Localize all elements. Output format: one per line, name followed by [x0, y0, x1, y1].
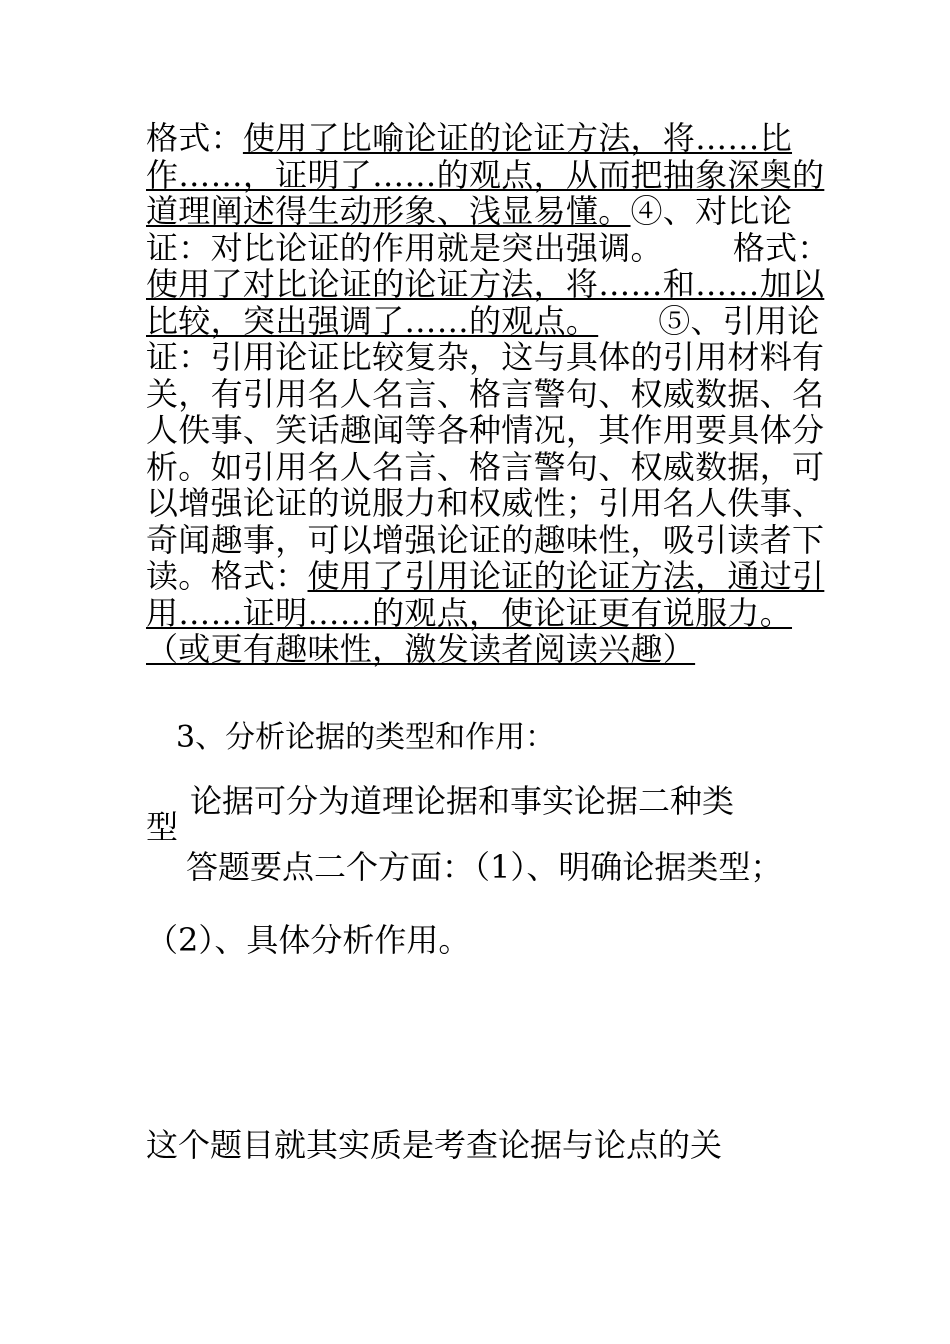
evidence-types-line: 论据可分为道理论据和事实论据二种类: [190, 782, 735, 820]
format-label-contrast: 格式：: [732, 228, 830, 267]
format-contrast: 使用了对比论证的论证方法，将……和……加以比较，突出强调了……的观点。: [146, 265, 825, 340]
format-label-metaphor: 格式：: [146, 119, 243, 157]
citation-argument-text: ⑤、引用论证：引用论证比较复杂，这与具体的引用材料有关，有引用名人名言、格言警句、权威数据、名人佚事、笑话趣闻等各种情况，其作用要具体分析。如引用名人名言、格言警句、权威数据，可以增强论证的说服力和权威性；引用名人佚事、奇闻趣事，可以增强论证的趣味性，吸引读者下读。: [146, 301, 825, 595]
answer-points-line: 答题要点二个方面：（1）、明确论据类型；: [186, 848, 783, 886]
answer-point-2: （2）、具体分析作用。: [146, 921, 471, 959]
format-citation: 使用了引用论证的论证方法，通过引用……证明……的观点，使论证更有说服力。（或更有趣味性，激发读者阅读兴趣）: [146, 557, 825, 668]
evidence-types-wrap-char: 型: [146, 808, 179, 846]
format-label-citation: 格式：: [210, 557, 308, 595]
rhetoric-methods-block: [146, 120, 836, 668]
format-metaphor: 使用了比喻论证的论证方法，将……比作……，证明了……的观点，从而把抽象深奥的道理阐述得生动形象、浅显易懂。: [146, 119, 825, 230]
section-heading-3: 3、分析论据的类型和作用：: [176, 720, 556, 755]
bottom-line: 这个题目就其实质是考查论据与论点的关: [146, 1126, 723, 1164]
contrast-argument-text: ④、对比论证：对比论证的作用就是突出强调。: [146, 192, 793, 267]
